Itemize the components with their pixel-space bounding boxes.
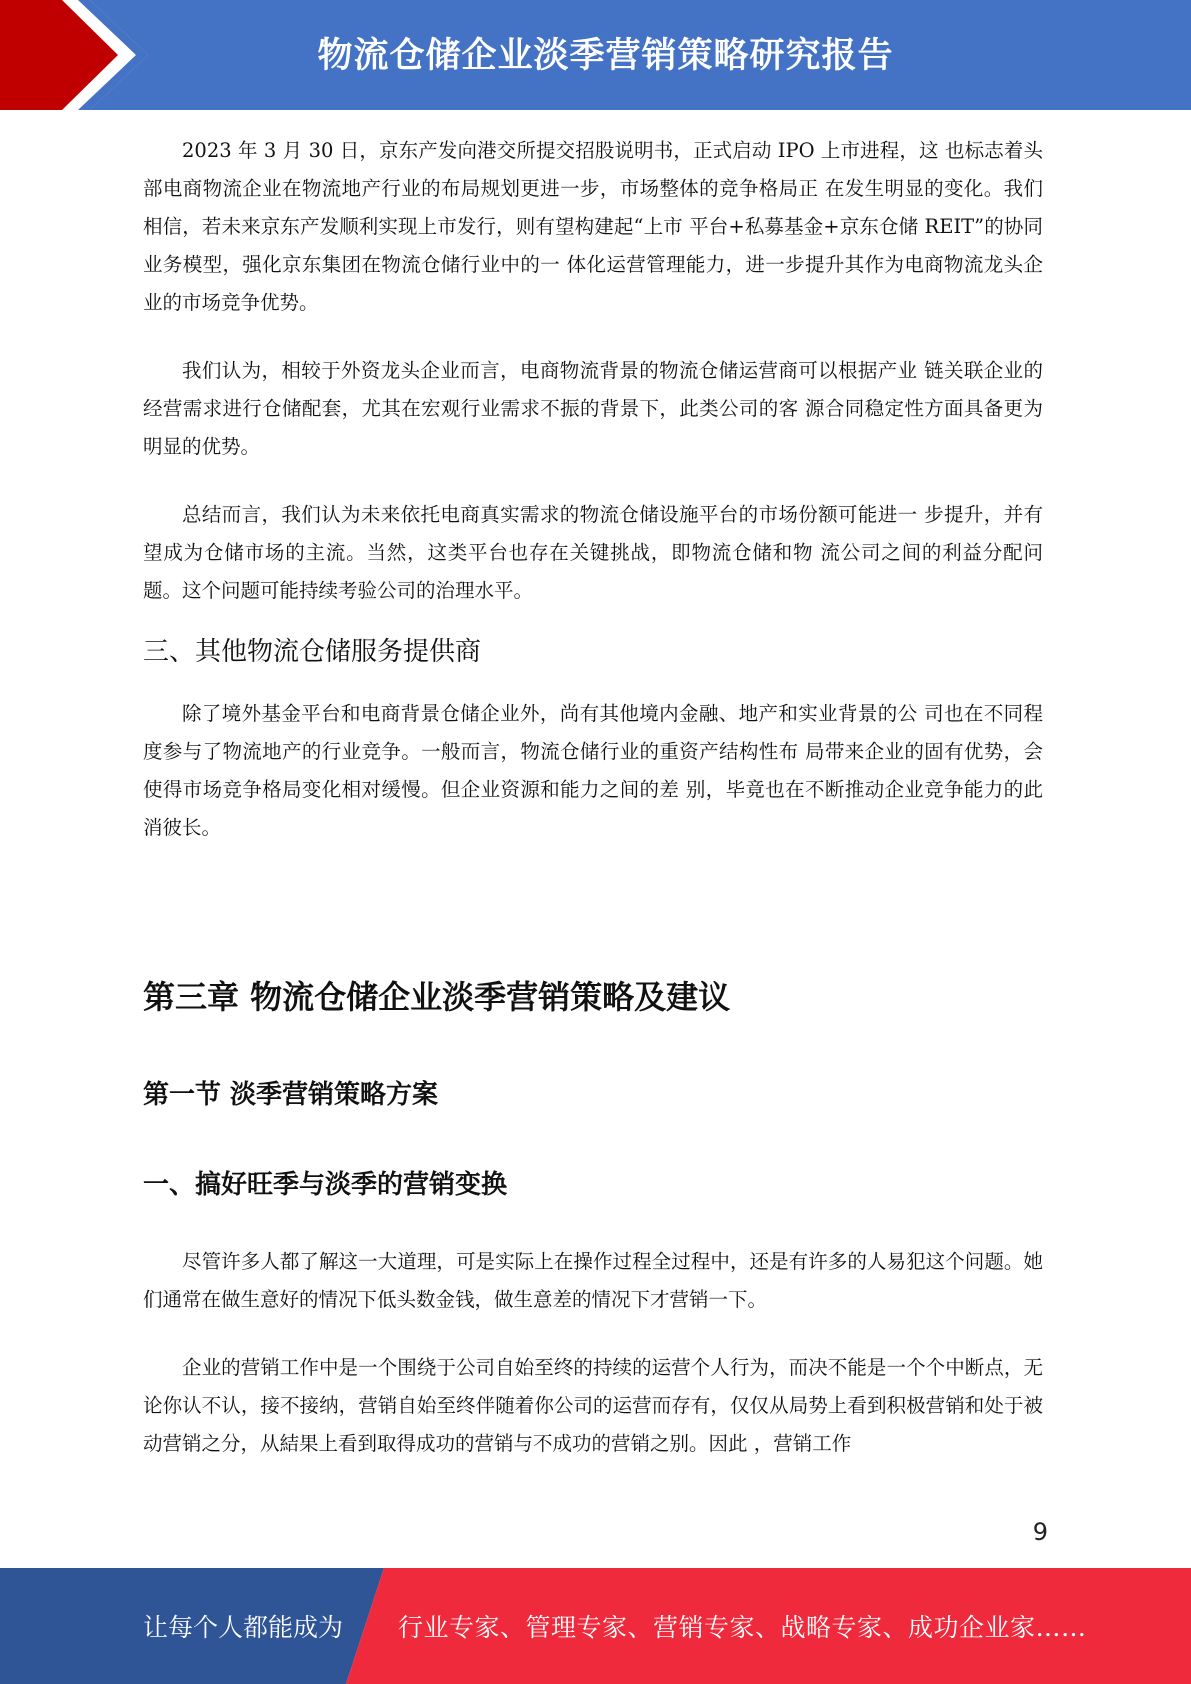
header-banner — [0, 0, 1191, 110]
heading-season-switch: 一、搞好旺季与淡季的营销变换 — [143, 1170, 508, 1200]
subsection-heading: 第一节 淡季营销策略方案 — [143, 1080, 439, 1110]
report-title: 物流仓储企业淡季营销策略研究报告 — [317, 36, 894, 76]
page-content — [143, 132, 1043, 1463]
page-number: 9 — [1032, 1518, 1048, 1546]
paragraph-summary: 总结而言，我们认为未来依托电商真实需求的物流仓储设施平台的市场份额可能进一 步提升，并有望成为仓储市场的主流。当然，这类平台也存在关键挑战，即物流仓储和物 流公司之间的利益分配问题。这个问题可能持续考验公司的治理水平。 — [143, 503, 1043, 602]
paragraph-other-providers: 除了境外基金平台和电商背景仓储企业外，尚有其他境内金融、地产和实业背景的公 司也在不同程度参与了物流地产的行业竞争。一般而言，物流仓储行业的重资产结构性布 局带来企业的固有优势，会使得市场竞争格局变化相对缓慢。但企业资源和能力之间的差 别，毕竟也在不断推动企业竞争能力的此消彼长。 — [143, 702, 1043, 839]
paragraph-jd-ipo: 2023 年 3 月 30 日，京东产发向港交所提交招股说明书，正式启动 IPO 上市进程，这 也标志着头部电商物流企业在物流地产行业的布局规划更进一步，市场整体的竞争格局正 在发生明显的变化。我们相信，若未来京东产发顺利实现上市发行，则有望构建起“上市 平台+私募基金+京东仓储 REIT”的协同业务模型，强化京东集团在物流仓储行业中的一 体化运营管理能力，进一步提升其作为电商物流龙头企业的市场竞争优势。 — [143, 139, 1043, 314]
paragraph-ecommerce-advantage: 我们认为，相较于外资龙头企业而言，电商物流背景的物流仓储运营商可以根据产业 链关联企业的经营需求进行仓储配套，尤其在宏观行业需求不振的背景下，此类公司的客 源合同稳定性方面具备更为明显的优势。 — [143, 359, 1043, 458]
footer-banner — [0, 1568, 1191, 1684]
paragraph-continuous-marketing: 企业的营销工作中是一个围绕于公司自始至终的持续的运营个人行为，而决不能是一个个中断点，无论你认不认，接不接纳，营销自始至终伴随着你公司的运营而存有，仅仅从局势上看到积极营销和处于被动营销之分，从結果上看到取得成功的营销与不成功的营销之别。因此 ，营销工作 — [143, 1356, 1043, 1455]
footer-slogan-left: 让每个人都能成为 — [143, 1613, 344, 1642]
paragraph-common-mistake: 尽管许多人都了解这一大道理，可是实际上在操作过程全过程中，还是有许多的人易犯这个问题。她们通常在做生意好的情况下低头数金钱，做生意差的情况下才营销一下。 — [143, 1250, 1043, 1311]
footer-slogan-right: 行业专家、管理专家、营销专家、战略专家、成功企业家…… — [398, 1613, 1087, 1642]
chapter-heading: 第三章 物流仓储企业淡季营销策略及建议 — [143, 978, 731, 1016]
section-heading-other-providers: 三、其他物流仓储服务提供商 — [143, 637, 482, 667]
